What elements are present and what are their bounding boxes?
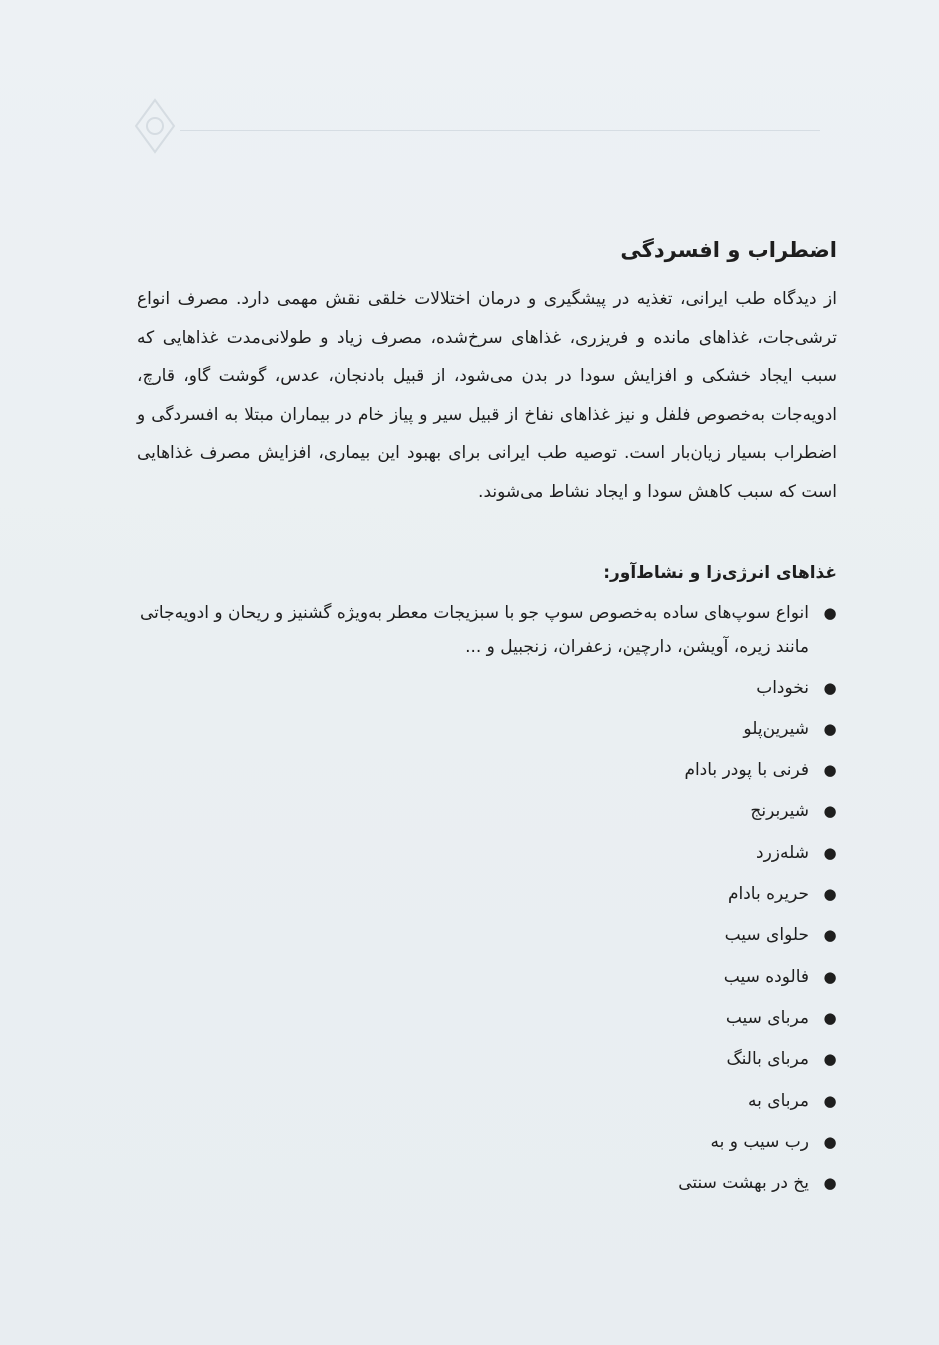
list-item xyxy=(137,1163,837,1204)
list-item-text: شیربرنج xyxy=(750,801,809,822)
list-item xyxy=(137,596,837,668)
list-item xyxy=(137,915,837,956)
page-content xyxy=(137,234,837,1204)
list-item-text: مربای به xyxy=(748,1090,809,1111)
bullet-icon: ● xyxy=(823,603,837,622)
section-heading: اضطراب و افسردگی xyxy=(620,238,837,262)
list-item-text: انواع سوپ‌های ساده به‌خصوص سوپ جو با سبزیجات معطر به‌ویژه گشنیز و ریحان و ادویه‌جاتی مانند زیره، آویشن، دارچین، زعفران، زنجبیل و ... xyxy=(140,602,809,657)
bullet-icon: ● xyxy=(823,719,837,738)
list-item-text: یخ در بهشت سنتی xyxy=(678,1173,809,1194)
bullet-icon: ● xyxy=(823,1008,837,1027)
list-item-text: شله‌زرد xyxy=(756,842,809,863)
list-item-text: فرنی با پودر بادام xyxy=(684,760,809,781)
list-item-text: فالوده سیب xyxy=(723,966,809,987)
list-item-text: حریره بادام xyxy=(727,884,809,905)
list-item-text: نخوداب xyxy=(756,677,809,698)
intro-paragraph: از دیدگاه طب ایرانی، تغذیه در پیشگیری و درمان اختلالات خلقی نقش مهمی دارد. مصرف انواع ترشی‌جات، غذاهای مانده و فریزری، غذاهای سرخ‌شده، مصرف زیاد و طولانی‌مدت غذاهایی که سبب ایجاد خشکی و افزایش سودا در بدن می‌شود، از قبیل بادنجان، عدس، گوشت گاو، قارچ، ادویه‌جات به‌خصوص فلفل و نیز غذاهای نفاخ از قبیل سیر و پیاز خام در بیماران مبتلا به افسردگی و اضطراب بسیار زیان‌بار است. توصیه طب ایرانی برای بهبود این بیماری، افزایش مصرف غذاهایی است که سبب کاهش سودا و ایجاد نشاط می‌شوند. xyxy=(137,289,837,502)
list-item xyxy=(137,1081,837,1122)
list-item xyxy=(137,750,837,791)
list-heading: غذاهای انرژی‌زا و نشاط‌آور: xyxy=(603,562,837,583)
bullet-icon: ● xyxy=(823,678,837,697)
bullet-icon: ● xyxy=(823,1174,837,1193)
list-item xyxy=(137,1122,837,1163)
list-item xyxy=(137,998,837,1039)
list-item-text: حلوای سیب xyxy=(724,925,809,946)
list-item xyxy=(137,833,837,874)
list-item xyxy=(137,668,837,709)
list-item-text: رب سیب و به xyxy=(710,1131,809,1152)
list-item-text: شیرین‌پلو xyxy=(743,718,809,739)
bullet-icon: ● xyxy=(823,885,837,904)
list-item xyxy=(137,791,837,832)
list-item xyxy=(137,1039,837,1080)
list-item xyxy=(137,957,837,998)
bullet-icon: ● xyxy=(823,926,837,945)
list-item-text: مربای سیب xyxy=(725,1007,809,1028)
list-item xyxy=(137,874,837,915)
bullet-icon: ● xyxy=(823,1091,837,1110)
header-rule xyxy=(180,130,820,131)
food-list xyxy=(137,596,837,1205)
bullet-icon: ● xyxy=(823,1050,837,1069)
ornament-icon xyxy=(130,96,180,156)
bullet-icon: ● xyxy=(823,1132,837,1151)
bullet-icon: ● xyxy=(823,843,837,862)
list-item xyxy=(137,709,837,750)
bullet-icon: ● xyxy=(823,802,837,821)
bullet-icon: ● xyxy=(823,761,837,780)
list-item-text: مربای بالنگ xyxy=(726,1049,809,1070)
bullet-icon: ● xyxy=(823,967,837,986)
